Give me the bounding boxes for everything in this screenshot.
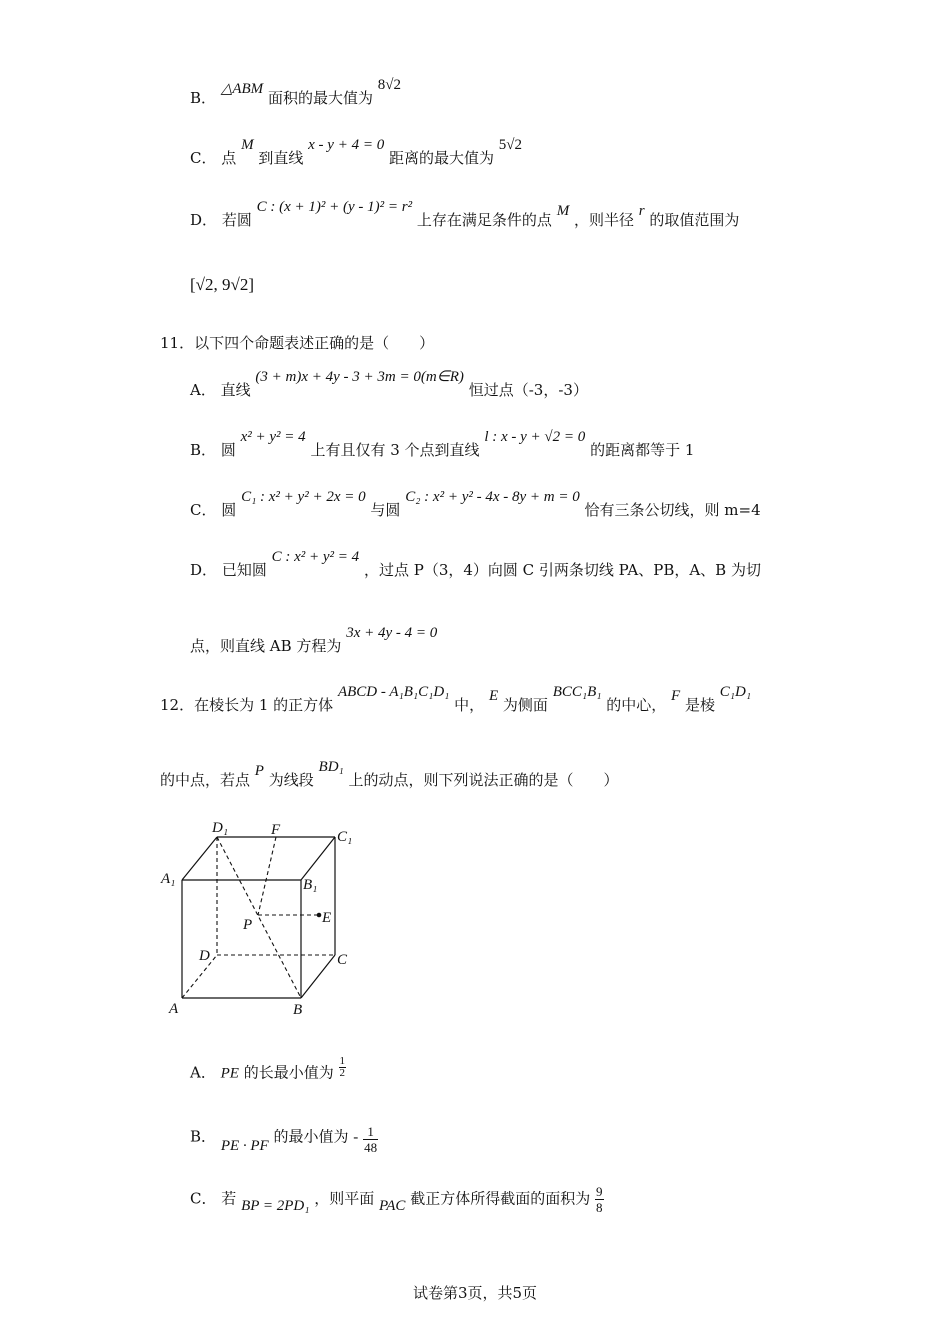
stem-text: 上的动点，则下列说法正确的是（ ） xyxy=(348,771,619,789)
option-label: D． xyxy=(190,561,218,579)
cube-figure xyxy=(155,815,370,1020)
page-footer: 试卷第3页，共5页 xyxy=(412,1284,538,1302)
point-e xyxy=(317,913,322,918)
option-label: B． xyxy=(190,441,217,459)
math-expr: 3x + 4y - 4 = 0 xyxy=(346,625,438,641)
math-expr: ABCD - A₁B₁C₁D₁ xyxy=(337,684,450,700)
q10-option-c xyxy=(190,137,523,169)
q11-option-c xyxy=(190,489,761,521)
option-text: 恰有三条公切线，则 m=4 xyxy=(584,501,761,519)
label-d1: D₁ xyxy=(212,820,229,836)
option-text: ，则半径 xyxy=(573,211,634,229)
q10-option-d-range xyxy=(190,275,254,295)
label-f: F xyxy=(271,822,281,838)
math-expr: M xyxy=(241,137,254,153)
q12-option-b xyxy=(190,1122,378,1153)
option-text: 到直线 xyxy=(258,149,304,167)
option-label: B． xyxy=(190,1127,217,1146)
option-text: 已知圆 xyxy=(221,561,267,579)
stem-text: 的中点，若点 xyxy=(160,771,251,789)
label-b1: B₁ xyxy=(303,877,318,893)
q11-option-d-cont xyxy=(190,625,438,657)
q11-stem: 11．以下四个命题表述正确的是（ ） xyxy=(160,334,435,352)
option-text: 距离的最大值为 xyxy=(388,149,494,167)
label-a: A xyxy=(169,1001,179,1017)
option-text: ，过点 P（3，4）向圆 C 引两条切线 PA、PB，A、B 为切 xyxy=(363,561,761,579)
option-label: B． xyxy=(190,89,217,107)
stem-text: 中， xyxy=(454,696,485,714)
label-a1: A₁ xyxy=(161,871,176,887)
label-p: P xyxy=(243,917,253,933)
numerator: 1 xyxy=(339,1055,346,1067)
option-text: 直线 xyxy=(220,381,251,399)
option-label: C． xyxy=(190,149,217,167)
option-text: 的距离都等于 1 xyxy=(590,441,695,459)
math-expr: C : x² + y² = 4 xyxy=(271,549,360,565)
math-expr: PE xyxy=(220,1065,239,1082)
option-text: 点 xyxy=(221,149,237,167)
diagonal-bd1 xyxy=(217,837,301,998)
edge-b1c1 xyxy=(301,837,335,880)
option-text: 上有且仅有 3 个点到直线 xyxy=(310,441,480,459)
math-value: [√2, 9√2] xyxy=(190,275,254,294)
denominator: 2 xyxy=(339,1067,346,1079)
math-expr: BP = 2PD₁ xyxy=(241,1197,310,1214)
numerator: 9 xyxy=(596,1184,603,1199)
stem-text: 是棱 xyxy=(685,696,716,714)
option-text: 若 xyxy=(221,1189,237,1208)
option-label: D． xyxy=(190,211,218,229)
option-label: A． xyxy=(190,1063,216,1082)
q12-stem-line2 xyxy=(160,759,619,791)
option-text: 恒过点（-3，-3） xyxy=(468,381,588,399)
edge-a1d1 xyxy=(182,837,217,880)
option-text: 上存在满足条件的点 xyxy=(416,211,552,229)
math-expr: x - y + 4 = 0 xyxy=(308,137,385,153)
option-text: 若圆 xyxy=(221,211,252,229)
option-text: 圆 xyxy=(221,501,237,519)
stem-text: 为线段 xyxy=(268,771,314,789)
fraction xyxy=(363,1124,378,1155)
math-expr: r xyxy=(638,203,645,219)
edge-bc xyxy=(301,955,335,998)
label-b: B xyxy=(293,1002,303,1018)
math-expr: E xyxy=(488,688,499,704)
option-label: C． xyxy=(190,1189,217,1208)
math-expr: x² + y² = 4 xyxy=(240,429,306,445)
option-text: 圆 xyxy=(220,441,236,459)
option-text: 截正方体所得截面的面积为 xyxy=(410,1189,591,1208)
numerator: 1 xyxy=(363,1124,378,1140)
option-text: 与圆 xyxy=(370,501,401,519)
math-expr: F xyxy=(671,688,681,704)
math-expr: C : (x + 1)² + (y - 1)² = r² xyxy=(256,199,413,215)
math-expr: P xyxy=(254,763,264,779)
q11-option-b xyxy=(190,429,695,461)
math-value: 5√2 xyxy=(498,137,523,153)
math-expr: △ABM xyxy=(220,81,264,97)
q11-option-d xyxy=(190,549,761,581)
option-text: 点，则直线 AB 方程为 xyxy=(190,637,342,655)
stem-text: 12．在棱长为 1 的正方体 xyxy=(160,696,334,714)
math-expr: PE · PF xyxy=(220,1137,269,1154)
option-text: 的最小值为 xyxy=(273,1127,349,1146)
option-text: 的长最小值为 xyxy=(243,1063,334,1082)
label-c1: C₁ xyxy=(337,829,353,845)
math-expr: C₁ : x² + y² + 2x = 0 xyxy=(241,489,366,505)
math-expr: BD₁ xyxy=(318,759,344,775)
q10-option-b xyxy=(190,77,401,109)
option-text: ，则平面 xyxy=(314,1189,375,1208)
q10-option-d xyxy=(190,199,740,231)
segment-pf xyxy=(258,837,276,915)
fraction xyxy=(339,1056,347,1079)
option-text: 的取值范围为 xyxy=(649,211,740,229)
math-expr: C₂ : x² + y² - 4x - 8y + m = 0 xyxy=(405,489,580,505)
math-expr: BCC₁B₁ xyxy=(552,684,602,700)
q12-option-a xyxy=(190,1055,346,1085)
minus-sign: - xyxy=(353,1129,359,1146)
q12-stem-line1 xyxy=(160,684,752,716)
label-c: C xyxy=(337,952,348,968)
fraction xyxy=(595,1184,604,1215)
q11-option-a xyxy=(190,369,588,401)
option-text: 面积的最大值为 xyxy=(267,89,373,107)
denominator: 48 xyxy=(364,1140,378,1155)
label-d: D xyxy=(199,948,210,964)
denominator: 8 xyxy=(596,1200,603,1215)
math-expr: PAC xyxy=(379,1197,406,1214)
math-value: 8√2 xyxy=(377,77,401,93)
math-expr: l : x - y + √2 = 0 xyxy=(484,429,586,445)
option-label: C． xyxy=(190,501,217,519)
q12-option-c xyxy=(190,1184,604,1215)
math-expr: C₁D₁ xyxy=(719,684,752,700)
math-expr: (3 + m)x + 4y - 3 + 3m = 0(m∈R) xyxy=(255,369,464,385)
stem-text: 为侧面 xyxy=(502,696,548,714)
math-expr: M xyxy=(556,203,570,219)
label-e: E xyxy=(322,910,332,926)
option-label: A． xyxy=(190,381,216,399)
stem-text: 的中心， xyxy=(606,696,667,714)
